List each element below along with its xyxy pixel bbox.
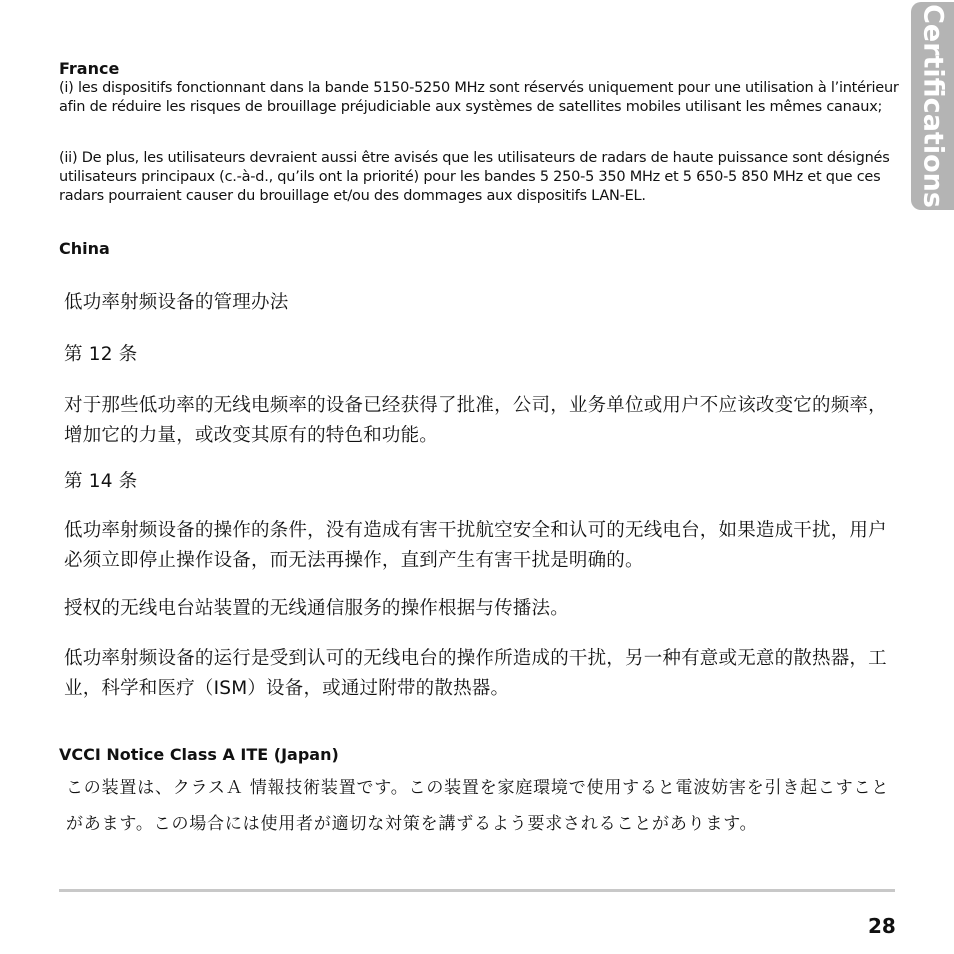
china-regulation-title: 低功率射频设备的管理办法 [64,292,289,313]
china-heading: China [59,239,110,258]
china-article-12-label: 第 12 条 [64,344,138,365]
china-article-12-text: 对于那些低功率的无线电频率的设备已经获得了批准，公司，业务单位或用户不应该改变它的频率，增加它的力量，或改变其原有的特色和功能。 [64,395,887,446]
china-article-14-label: 第 14 条 [64,471,138,492]
china-article-14-text-c: 低功率射频设备的运行是受到认可的无线电台的操作所造成的干扰，另一种有意或无意的散热器，工业，科学和医疗（ISM）设备，或通过附带的散热器。 [64,648,887,699]
page-number: 28 [868,914,896,938]
france-heading: France [59,59,120,78]
france-paragraph-1: (i) les dispositifs fonctionnant dans la bande 5150-5250 MHz sont réservés uniquement pour une utilisation à l’intérieur afin de réduire les risques de brouillage préjudiciable aux systèmes de satellites mobiles utilisant les mêmes canaux; [59,80,899,115]
footer-divider [59,889,895,892]
section-tab [911,2,954,210]
vcci-heading: VCCI Notice Class A ITE (Japan) [59,745,339,764]
section-tab-label: Certifications [917,4,948,208]
china-article-14-text-a: 低功率射频设备的操作的条件，没有造成有害干扰航空安全和认可的无线电台，如果造成干扰，用户必须立即停止操作设备，而无法再操作，直到产生有害干扰是明确的。 [64,520,887,571]
china-article-14-text-b: 授权的无线电台站装置的无线通信服务的操作根据与传播法。 [64,598,569,619]
france-section [59,59,899,259]
vcci-notice-text: この装置は、クラスＡ 情報技術装置です。この装置を家庭環境で使用すると電波妨害を引き起こすことがあます。この場合には使用者が適切な対策を講ずるよう要求されることがあります。 [66,778,890,834]
france-paragraph-2: (ii) De plus, les utilisateurs devraient aussi être avisés que les utilisateurs de radars de haute puissance sont désignés utilisateurs principaux (c.-à-d., qu’ils ont la priorité) pour les bandes 5 250-5 350 MHz et 5 650-5 850 MHz et que ces radars pourraient causer du brouillage et/ou des dommages aux dispositifs LAN-EL. [59,150,890,204]
